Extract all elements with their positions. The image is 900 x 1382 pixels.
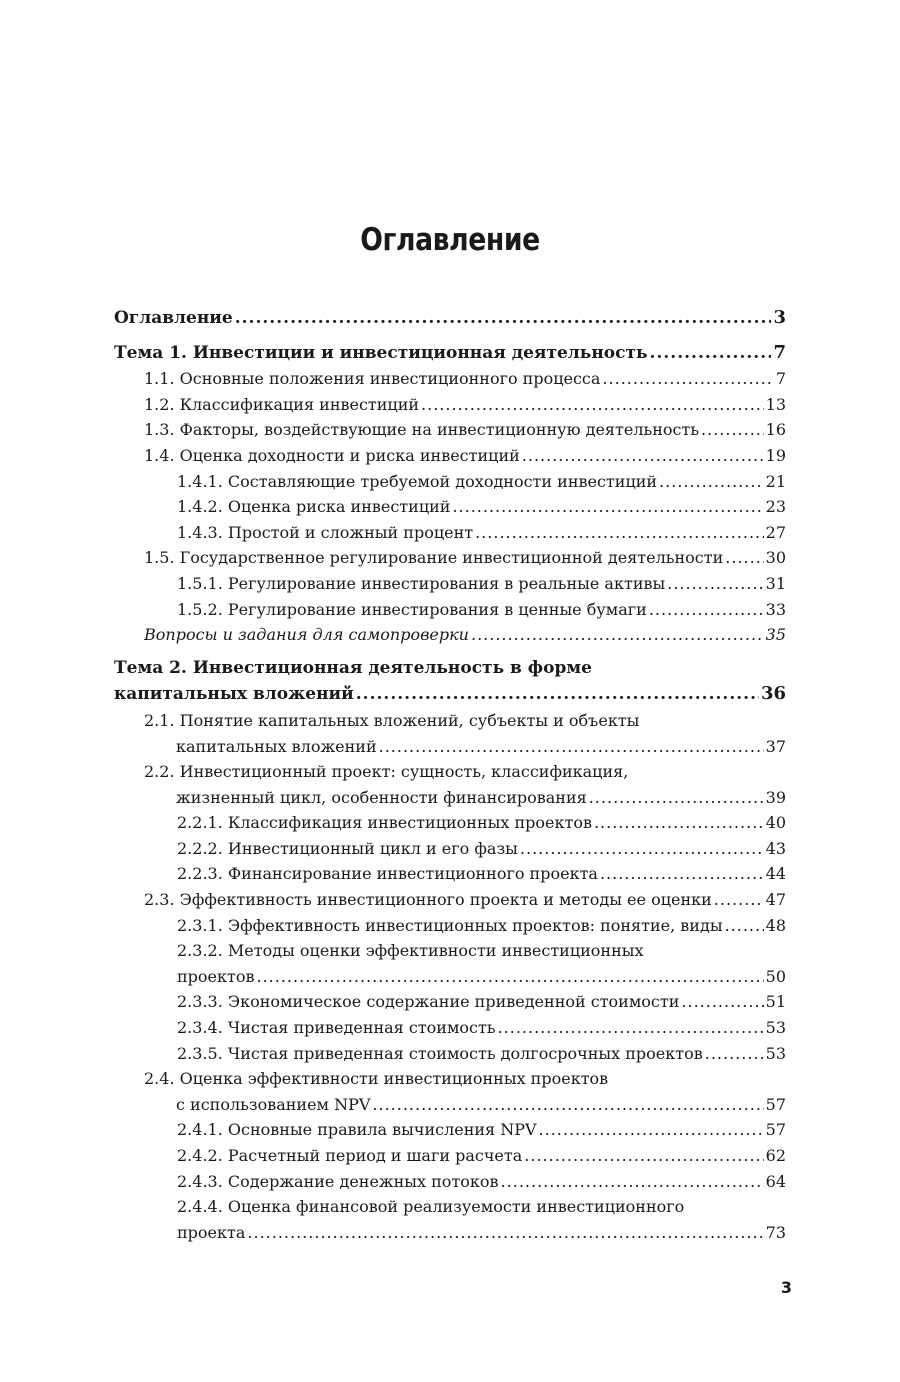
dot-leader xyxy=(681,989,763,1015)
toc-entry[interactable] xyxy=(114,545,786,571)
toc-entry-title: 2.3.1. Эффективность инвестиционных проектов: понятие, виды xyxy=(177,915,723,935)
toc-entry[interactable] xyxy=(114,938,786,989)
toc-entry-page: 73 xyxy=(765,1222,786,1242)
dot-leader xyxy=(725,913,764,939)
dot-leader xyxy=(247,1220,763,1246)
dot-leader xyxy=(705,1041,764,1067)
toc-entry-title: 2.4.2. Расчетный период и шаги расчета xyxy=(177,1146,523,1165)
toc-entry[interactable] xyxy=(114,1169,786,1195)
toc-entry-page: 50 xyxy=(765,966,786,986)
toc-entry-title: 1.4.2. Оценка риска инвестиций xyxy=(177,497,451,517)
toc-entry-page: 57 xyxy=(765,1120,786,1140)
toc-entry-title: 1.5.2. Регулирование инвестирования в ценные бумаги xyxy=(177,599,647,619)
toc-entry[interactable] xyxy=(114,708,786,759)
dot-leader xyxy=(649,597,764,623)
toc-entry[interactable] xyxy=(114,305,786,332)
toc-entry-title: Оглавление xyxy=(114,308,233,328)
toc-entry-page: 39 xyxy=(765,787,786,807)
dot-leader xyxy=(452,494,763,520)
dot-leader xyxy=(501,1169,764,1195)
toc-entry-title: капитальных вложений xyxy=(176,736,377,756)
toc-entry-title: 1.1. Основные положения инвестиционного процесса xyxy=(144,369,601,389)
toc-entry-title-line: 2.2. Инвестиционный проект: сущность, классификация, xyxy=(144,762,629,782)
toc-entry[interactable] xyxy=(114,622,786,648)
toc-entry-title: Тема 1. Инвестиции и инвестиционная деятельность xyxy=(114,342,648,363)
toc-entry-title: проекта xyxy=(177,1222,246,1242)
toc-entry-title: капитальных вложений xyxy=(114,684,354,705)
toc-entry-title-line: Тема 2. Инвестиционная деятельность в форме xyxy=(114,657,592,678)
dot-leader xyxy=(589,785,764,811)
toc-entry-page: 47 xyxy=(765,890,786,910)
toc-entry-title: 1.4.1. Составляющие требуемой доходности инвестиций xyxy=(177,471,658,491)
toc-entry-page: 30 xyxy=(765,548,786,568)
dot-leader xyxy=(600,861,764,887)
toc-entry[interactable] xyxy=(114,836,786,862)
toc-entry[interactable] xyxy=(114,913,786,939)
toc-entry-title: 2.3. Эффективность инвестиционного проекта и методы ее оценки xyxy=(144,890,712,910)
toc-entry[interactable] xyxy=(114,1117,786,1143)
toc-entry-page: 27 xyxy=(765,522,786,542)
toc-entry[interactable] xyxy=(114,656,786,708)
dot-leader xyxy=(602,366,773,392)
dot-leader xyxy=(539,1117,764,1143)
dot-leader xyxy=(650,341,772,367)
toc-entry-page: 13 xyxy=(765,394,786,414)
dot-leader xyxy=(659,469,764,495)
toc-entry-title-line: 2.4.4. Оценка финансовой реализуемости инвестиционного xyxy=(177,1197,685,1217)
toc-entry-title: 1.5.1. Регулирование инвестирования в реальные активы xyxy=(177,573,666,593)
toc-entry-page: 31 xyxy=(765,573,786,593)
toc-entry-page: 64 xyxy=(765,1171,786,1191)
dot-leader xyxy=(257,964,764,990)
toc-entry-page: 53 xyxy=(765,1018,786,1038)
toc-entry-title: Вопросы и задания для самопроверки xyxy=(144,625,469,645)
toc-entry[interactable] xyxy=(114,520,786,546)
toc-entry-title: проектов xyxy=(177,966,255,986)
toc-entry[interactable] xyxy=(114,571,786,597)
toc-entry-page: 19 xyxy=(765,445,786,465)
dot-leader xyxy=(235,306,772,332)
toc-entry[interactable] xyxy=(114,1015,786,1041)
toc-entry-title: 2.4.1. Основные правила вычисления NPV xyxy=(177,1120,537,1140)
toc-entry[interactable] xyxy=(114,366,786,392)
toc-entry[interactable] xyxy=(114,989,786,1015)
toc-entry[interactable] xyxy=(114,810,786,836)
toc-entry-page: 36 xyxy=(760,683,786,705)
toc-entry-page: 7 xyxy=(775,369,786,389)
dot-leader xyxy=(475,520,764,546)
toc-entry-page: 40 xyxy=(765,813,786,833)
page-number: 3 xyxy=(780,1278,792,1297)
toc-entry-page: 51 xyxy=(765,992,786,1012)
dot-leader xyxy=(471,622,764,648)
toc-entry-title-line: 2.1. Понятие капитальных вложений, субъекты и объекты xyxy=(144,710,640,730)
toc-entry-title: 2.2.2. Инвестиционный цикл и его фазы xyxy=(177,838,518,858)
dot-leader xyxy=(594,810,764,836)
toc-entry-page: 53 xyxy=(765,1043,786,1063)
toc-entry[interactable] xyxy=(114,494,786,520)
toc-entry-page: 21 xyxy=(765,471,786,491)
page-title: Оглавление xyxy=(360,222,540,258)
toc-entry[interactable] xyxy=(114,1041,786,1067)
toc-entry-page: 16 xyxy=(765,420,786,440)
toc-entry-title-line: 2.4. Оценка эффективности инвестиционных проектов xyxy=(144,1069,609,1089)
toc-entry-page: 37 xyxy=(765,736,786,756)
toc-entry-title: жизненный цикл, особенности финансирования xyxy=(176,787,587,807)
dot-leader xyxy=(667,571,763,597)
dot-leader xyxy=(356,682,759,708)
toc-entry[interactable] xyxy=(114,887,786,913)
toc-entry-title: 2.2.1. Классификация инвестиционных проектов xyxy=(177,813,592,833)
toc-entry-page: 62 xyxy=(765,1146,786,1165)
toc-entry-title: с использованием NPV xyxy=(176,1094,371,1114)
toc-entry-title: 2.3.3. Экономическое содержание приведенной стоимости xyxy=(177,992,680,1012)
toc-entry-title: 1.5. Государственное регулирование инвестиционной деятельности xyxy=(144,548,724,568)
toc-entry[interactable] xyxy=(114,1143,786,1169)
toc-entry-page: 48 xyxy=(765,915,786,935)
toc-entry[interactable] xyxy=(114,861,786,887)
toc-entry-title: 2.4.3. Содержание денежных потоков xyxy=(177,1171,499,1191)
dot-leader xyxy=(372,1092,763,1118)
toc-entry-page: 35 xyxy=(765,625,786,645)
toc-entry-title: 1.2. Классификация инвестиций xyxy=(144,394,420,414)
toc-entry-page: 23 xyxy=(765,497,786,517)
toc-entry[interactable] xyxy=(114,469,786,495)
dot-leader xyxy=(701,417,764,443)
toc-entry[interactable] xyxy=(114,759,786,810)
dot-leader xyxy=(379,734,764,760)
table-of-contents xyxy=(114,305,786,1245)
toc-entry-page: 7 xyxy=(773,341,786,363)
dot-leader xyxy=(524,1143,763,1169)
dot-leader xyxy=(520,836,764,862)
toc-entry-page: 33 xyxy=(765,599,786,619)
dot-leader xyxy=(421,392,764,418)
toc-entry-title: 1.3. Факторы, воздействующие на инвестиционную деятельность xyxy=(144,420,700,440)
dot-leader xyxy=(725,545,763,571)
toc-entry-page: 44 xyxy=(765,864,786,884)
toc-entry[interactable] xyxy=(114,340,786,367)
dot-leader xyxy=(498,1015,764,1041)
toc-entry[interactable] xyxy=(114,1194,786,1245)
toc-entry[interactable] xyxy=(114,443,786,469)
toc-entry-page: 43 xyxy=(765,838,786,858)
toc-entry-title-line: 2.3.2. Методы оценки эффективности инвестиционных xyxy=(177,941,644,961)
toc-entry-title: 1.4.3. Простой и сложный процент xyxy=(177,522,474,542)
toc-entry-page: 3 xyxy=(773,307,786,328)
toc-entry-title: 1.4. Оценка доходности и риска инвестиций xyxy=(144,445,520,465)
toc-entry-title: 2.2.3. Финансирование инвестиционного проекта xyxy=(177,864,598,884)
toc-entry[interactable] xyxy=(114,417,786,443)
toc-entry-title: 2.3.5. Чистая приведенная стоимость долгосрочных проектов xyxy=(177,1043,703,1063)
toc-entry[interactable] xyxy=(114,392,786,418)
toc-entry[interactable] xyxy=(114,597,786,623)
toc-entry-page: 57 xyxy=(765,1094,786,1114)
toc-entry-title: 2.3.4. Чистая приведенная стоимость xyxy=(177,1018,496,1038)
toc-entry[interactable] xyxy=(114,1066,786,1117)
dot-leader xyxy=(714,887,764,913)
dot-leader xyxy=(522,443,764,469)
